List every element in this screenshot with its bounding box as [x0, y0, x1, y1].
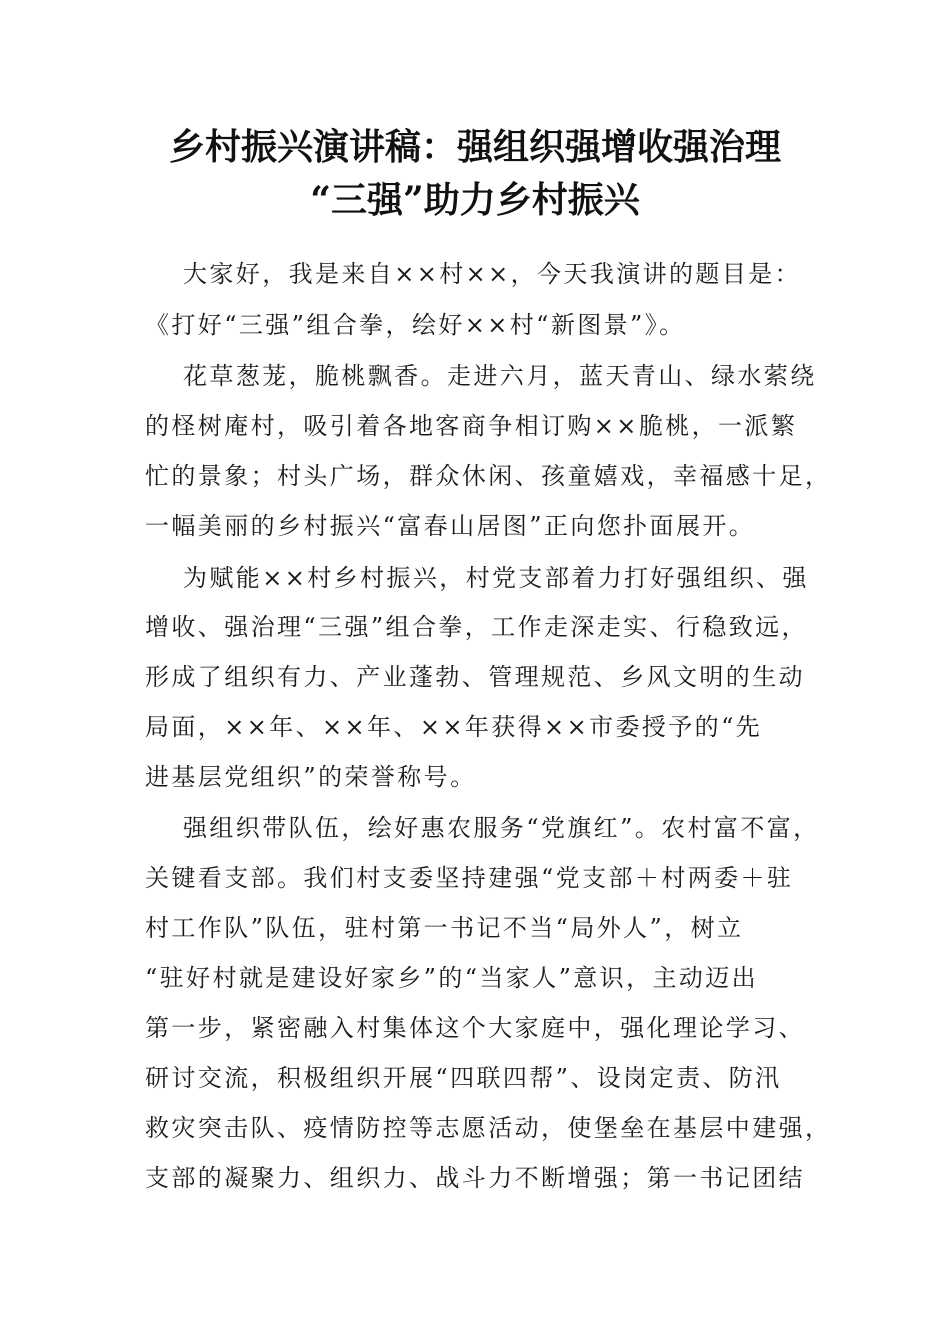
paragraph-line: 增收、强治理“三强”组合拳，工作走深走实、行稳致远， — [145, 613, 808, 641]
paragraph-line: 花草葱茏，脆桃飘香。走进六月，蓝天青山、绿水萦绕 — [183, 362, 817, 390]
paragraph-line: 一幅美丽的乡村振兴“富春山居图”正向您扑面展开。 — [145, 512, 756, 540]
paragraph-line: 关键看支部。我们村支委坚持建强“党支部＋村两委＋驻 — [145, 864, 794, 892]
paragraph-line: 《打好“三强”组合拳，绘好××村“新图景”》。 — [145, 311, 686, 339]
paragraph-line: 研讨交流，积极组织开展“四联四帮”、设岗定责、防汛 — [145, 1064, 782, 1092]
document-title-line-2: “三强”助力乡村振兴 — [310, 179, 640, 221]
paragraph-line: 第一步，紧密融入村集体这个大家庭中，强化理论学习、 — [145, 1014, 805, 1042]
paragraph-line: 救灾突击队、疫情防控等志愿活动，使堡垒在基层中建强， — [145, 1114, 832, 1142]
paragraph-line: 村工作队”队伍，驻村第一书记不当“局外人”，树立 — [145, 914, 744, 942]
paragraph-line: 大家好，我是来自××村××，今天我演讲的题目是： — [183, 260, 802, 288]
paragraph-line: “驻好村就是建设好家乡”的“当家人”意识，主动迈出 — [145, 964, 759, 992]
paragraph-line: 形成了组织有力、产业蓬勃、管理规范、乡风文明的生动 — [145, 663, 805, 691]
paragraph-line: 忙的景象；村头广场，群众休闲、孩童嬉戏，幸福感十足， — [145, 462, 832, 490]
paragraph-line: 的柽树庵村，吸引着各地客商争相订购××脆桃，一派繁 — [145, 412, 798, 440]
paragraph-line: 支部的凝聚力、组织力、战斗力不断增强；第一书记团结 — [145, 1164, 805, 1192]
paragraph-line: 局面，××年、××年、××年获得××市委授予的“先 — [145, 713, 763, 741]
paragraph-line: 为赋能××村乡村振兴，村党支部着力打好强组织、强 — [183, 564, 809, 592]
document-title-line-1: 乡村振兴演讲稿：强组织强增收强治理 — [168, 126, 781, 168]
paragraph-line: 强组织带队伍，绘好惠农服务“党旗红”。农村富不富， — [183, 814, 820, 842]
paragraph-line: 进基层党组织”的荣誉称号。 — [145, 763, 477, 791]
